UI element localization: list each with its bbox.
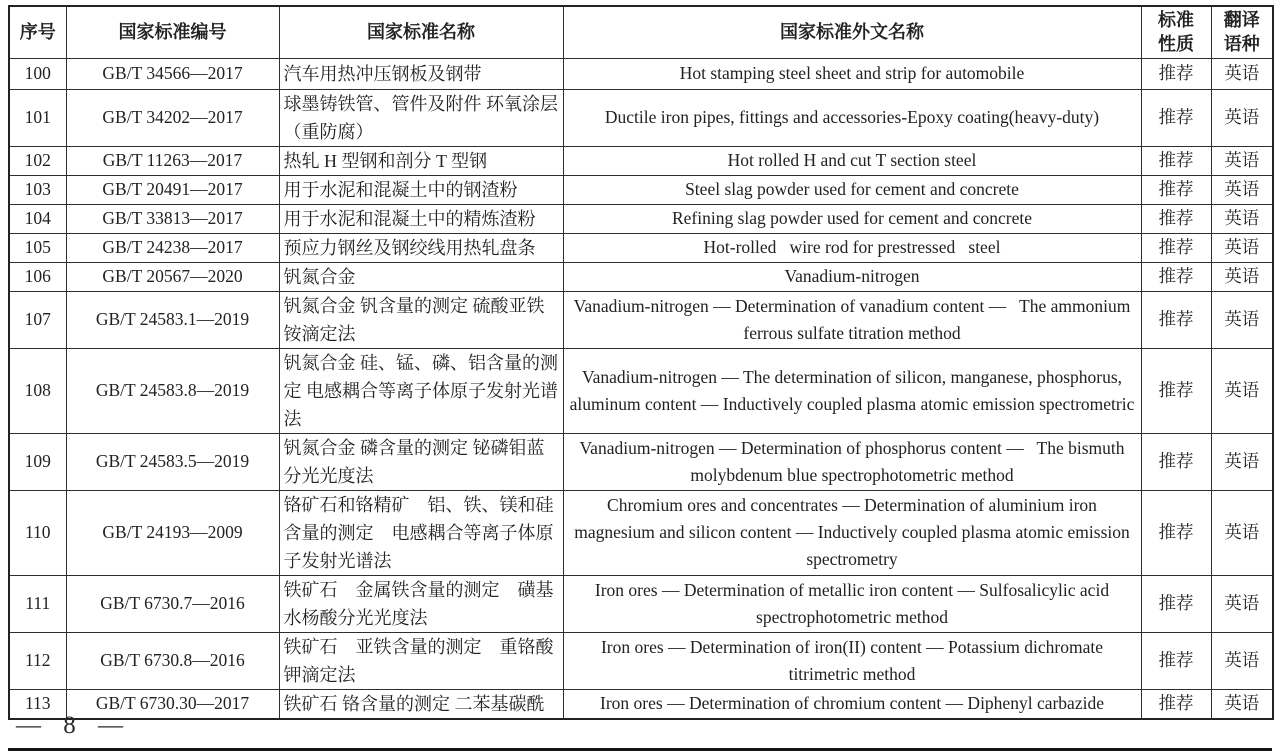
cell-index: 100 xyxy=(9,58,66,89)
cell-name-en: Hot rolled H and cut T section steel xyxy=(563,146,1141,175)
cell-nature: 推荐 xyxy=(1141,632,1211,689)
cell-language: 英语 xyxy=(1211,689,1273,719)
cell-name-zh: 热轧 H 型钢和剖分 T 型钢 xyxy=(279,146,563,175)
cell-code: GB/T 6730.7—2016 xyxy=(66,575,279,632)
cell-index: 108 xyxy=(9,348,66,433)
cell-nature: 推荐 xyxy=(1141,433,1211,490)
cell-index: 107 xyxy=(9,291,66,348)
cell-language: 英语 xyxy=(1211,58,1273,89)
cell-code: GB/T 6730.8—2016 xyxy=(66,632,279,689)
page-bottom-rule xyxy=(8,748,1272,751)
cell-nature: 推荐 xyxy=(1141,175,1211,204)
table-row xyxy=(9,433,1273,490)
cell-name-zh: 铁矿石 金属铁含量的测定 磺基水杨酸分光光度法 xyxy=(279,575,563,632)
cell-index: 110 xyxy=(9,490,66,575)
table-row xyxy=(9,262,1273,291)
cell-index: 113 xyxy=(9,689,66,719)
cell-language: 英语 xyxy=(1211,204,1273,233)
table-row xyxy=(9,689,1273,719)
cell-nature: 推荐 xyxy=(1141,490,1211,575)
cell-nature: 推荐 xyxy=(1141,146,1211,175)
cell-language: 英语 xyxy=(1211,146,1273,175)
table-row xyxy=(9,146,1273,175)
cell-name-en: Vanadium-nitrogen xyxy=(563,262,1141,291)
cell-code: GB/T 34566—2017 xyxy=(66,58,279,89)
cell-index: 111 xyxy=(9,575,66,632)
cell-code: GB/T 6730.30—2017 xyxy=(66,689,279,719)
cell-name-zh: 汽车用热冲压钢板及钢带 xyxy=(279,58,563,89)
cell-name-zh: 钒氮合金 钒含量的测定 硫酸亚铁铵滴定法 xyxy=(279,291,563,348)
cell-code: GB/T 24193—2009 xyxy=(66,490,279,575)
cell-name-zh: 用于水泥和混凝土中的精炼渣粉 xyxy=(279,204,563,233)
cell-name-en: Iron ores — Determination of iron(II) content — Potassium dichromate titrimetric method xyxy=(563,632,1141,689)
table-row xyxy=(9,204,1273,233)
cell-nature: 推荐 xyxy=(1141,348,1211,433)
col-header-nature xyxy=(1141,6,1211,58)
cell-name-en: Hot stamping steel sheet and strip for automobile xyxy=(563,58,1141,89)
cell-index: 101 xyxy=(9,89,66,146)
cell-nature: 推荐 xyxy=(1141,89,1211,146)
cell-code: GB/T 24583.5—2019 xyxy=(66,433,279,490)
table-row xyxy=(9,575,1273,632)
cell-nature: 推荐 xyxy=(1141,233,1211,262)
col-header-lang-line1: 翻译 xyxy=(1223,10,1260,31)
cell-name-en: Hot-rolled wire rod for prestressed steel xyxy=(563,233,1141,262)
table-row xyxy=(9,233,1273,262)
cell-language: 英语 xyxy=(1211,632,1273,689)
page-number: — 8 — xyxy=(16,712,125,739)
cell-code: GB/T 24238—2017 xyxy=(66,233,279,262)
table-row xyxy=(9,89,1273,146)
cell-name-zh: 用于水泥和混凝土中的钢渣粉 xyxy=(279,175,563,204)
col-header-name-zh: 国家标准名称 xyxy=(279,6,563,58)
col-header-name-en: 国家标准外文名称 xyxy=(563,6,1141,58)
cell-name-en: Vanadium-nitrogen — Determination of vanadium content — The ammonium ferrous sulfate titration method xyxy=(563,291,1141,348)
cell-code: GB/T 11263—2017 xyxy=(66,146,279,175)
table-row xyxy=(9,490,1273,575)
table-row xyxy=(9,632,1273,689)
cell-nature: 推荐 xyxy=(1141,689,1211,719)
col-header-nature-line2: 性质 xyxy=(1158,34,1194,55)
cell-code: GB/T 24583.1—2019 xyxy=(66,291,279,348)
cell-nature: 推荐 xyxy=(1141,262,1211,291)
cell-language: 英语 xyxy=(1211,89,1273,146)
cell-language: 英语 xyxy=(1211,175,1273,204)
col-header-lang xyxy=(1211,6,1273,58)
cell-name-en: Vanadium-nitrogen — Determination of phosphorus content — The bismuth molybdenum blue spectrophotometric method xyxy=(563,433,1141,490)
cell-name-en: Iron ores — Determination of chromium content — Diphenyl carbazide xyxy=(563,689,1141,719)
cell-index: 103 xyxy=(9,175,66,204)
cell-language: 英语 xyxy=(1211,433,1273,490)
table-row xyxy=(9,175,1273,204)
cell-index: 112 xyxy=(9,632,66,689)
cell-language: 英语 xyxy=(1211,262,1273,291)
cell-index: 102 xyxy=(9,146,66,175)
table-row xyxy=(9,58,1273,89)
cell-language: 英语 xyxy=(1211,575,1273,632)
table-header-row xyxy=(9,6,1273,58)
cell-index: 104 xyxy=(9,204,66,233)
cell-name-en: Steel slag powder used for cement and concrete xyxy=(563,175,1141,204)
cell-nature: 推荐 xyxy=(1141,575,1211,632)
cell-language: 英语 xyxy=(1211,233,1273,262)
cell-name-en: Iron ores — Determination of metallic iron content — Sulfosalicylic acid spectrophotometric method xyxy=(563,575,1141,632)
cell-name-en: Vanadium-nitrogen — The determination of silicon, manganese, phosphorus, aluminum content — Inductively coupled plasma atomic emission spectrometric xyxy=(563,348,1141,433)
col-header-index: 序号 xyxy=(9,6,66,58)
cell-name-zh: 钒氮合金 磷含量的测定 铋磷钼蓝分光光度法 xyxy=(279,433,563,490)
cell-name-en: Chromium ores and concentrates — Determination of aluminium iron magnesium and silicon content — Inductively coupled plasma atomic emission spectrometry xyxy=(563,490,1141,575)
cell-nature: 推荐 xyxy=(1141,58,1211,89)
cell-code: GB/T 20491—2017 xyxy=(66,175,279,204)
col-header-code: 国家标准编号 xyxy=(66,6,279,58)
cell-name-en: Ductile iron pipes, fittings and accessories-Epoxy coating(heavy-duty) xyxy=(563,89,1141,146)
cell-code: GB/T 24583.8—2019 xyxy=(66,348,279,433)
cell-language: 英语 xyxy=(1211,490,1273,575)
cell-index: 106 xyxy=(9,262,66,291)
cell-language: 英语 xyxy=(1211,291,1273,348)
cell-code: GB/T 33813—2017 xyxy=(66,204,279,233)
table-row xyxy=(9,291,1273,348)
col-header-nature-line1: 标准 xyxy=(1158,10,1194,31)
table-row xyxy=(9,348,1273,433)
col-header-lang-line2: 语种 xyxy=(1223,34,1260,55)
cell-name-zh: 钒氮合金 硅、锰、磷、铝含量的测定 电感耦合等离子体原子发射光谱法 xyxy=(279,348,563,433)
cell-name-en: Refining slag powder used for cement and concrete xyxy=(563,204,1141,233)
cell-index: 109 xyxy=(9,433,66,490)
standards-table xyxy=(8,5,1274,720)
cell-nature: 推荐 xyxy=(1141,291,1211,348)
cell-nature: 推荐 xyxy=(1141,204,1211,233)
cell-name-zh: 铁矿石 亚铁含量的测定 重铬酸钾滴定法 xyxy=(279,632,563,689)
cell-code: GB/T 34202—2017 xyxy=(66,89,279,146)
cell-code: GB/T 20567—2020 xyxy=(66,262,279,291)
cell-name-zh: 铁矿石 铬含量的测定 二苯基碳酰 xyxy=(279,689,563,719)
cell-name-zh: 预应力钢丝及钢绞线用热轧盘条 xyxy=(279,233,563,262)
cell-language: 英语 xyxy=(1211,348,1273,433)
cell-index: 105 xyxy=(9,233,66,262)
cell-name-zh: 铬矿石和铬精矿 铝、铁、镁和硅含量的测定 电感耦合等离子体原子发射光谱法 xyxy=(279,490,563,575)
cell-name-zh: 钒氮合金 xyxy=(279,262,563,291)
cell-name-zh: 球墨铸铁管、管件及附件 环氧涂层（重防腐） xyxy=(279,89,563,146)
